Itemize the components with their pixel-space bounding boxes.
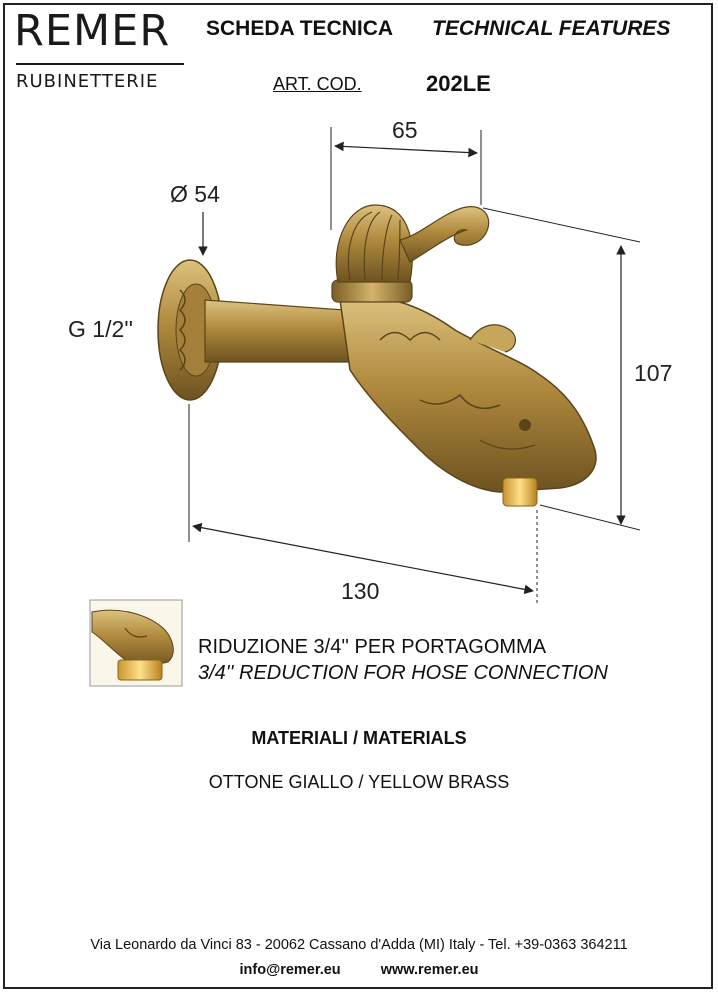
title-english: TECHNICAL FEATURES (432, 17, 671, 40)
reduction-text-english: 3/4'' REDUCTION FOR HOSE CONNECTION (198, 662, 608, 684)
dragon-spout (340, 297, 596, 492)
dimension-label-107: 107 (634, 360, 673, 386)
title-italian: SCHEDA TECNICA (206, 17, 394, 40)
reduction-text-italian: RIDUZIONE 3/4'' PER PORTAGOMMA (198, 636, 547, 658)
brand-subtitle: RUBINETTERIE (16, 71, 159, 92)
lever-handle (400, 207, 489, 262)
footer-address: Via Leonardo da Vinci 83 - 20062 Cassano d'Adda (MI) Italy - Tel. +39-0363 364211 (90, 937, 628, 953)
valve-ring (332, 280, 412, 302)
footer-contacts (0, 962, 718, 978)
dimension-label-65: 65 (392, 117, 418, 143)
valve-dome (336, 205, 412, 282)
dimension-label-thread: G 1/2'' (68, 316, 134, 342)
footer-email-link[interactable]: info@remer.eu (239, 962, 341, 978)
reduction-thumbnail (90, 600, 182, 686)
brand-logo: REMER (14, 6, 171, 56)
hose-nozzle (503, 478, 537, 506)
materials-value: OTTONE GIALLO / YELLOW BRASS (208, 772, 510, 792)
article-code-label: ART. COD. (273, 74, 362, 94)
faucet-body (205, 300, 350, 362)
article-code-value: 202LE (426, 71, 491, 96)
faucet-image (158, 205, 596, 506)
dimension-label-130: 130 (341, 578, 380, 604)
materials-title: MATERIALI / MATERIALS (251, 728, 467, 748)
dimension-label-diameter: Ø 54 (170, 181, 220, 207)
footer-website-link[interactable]: www.remer.eu (380, 962, 479, 978)
